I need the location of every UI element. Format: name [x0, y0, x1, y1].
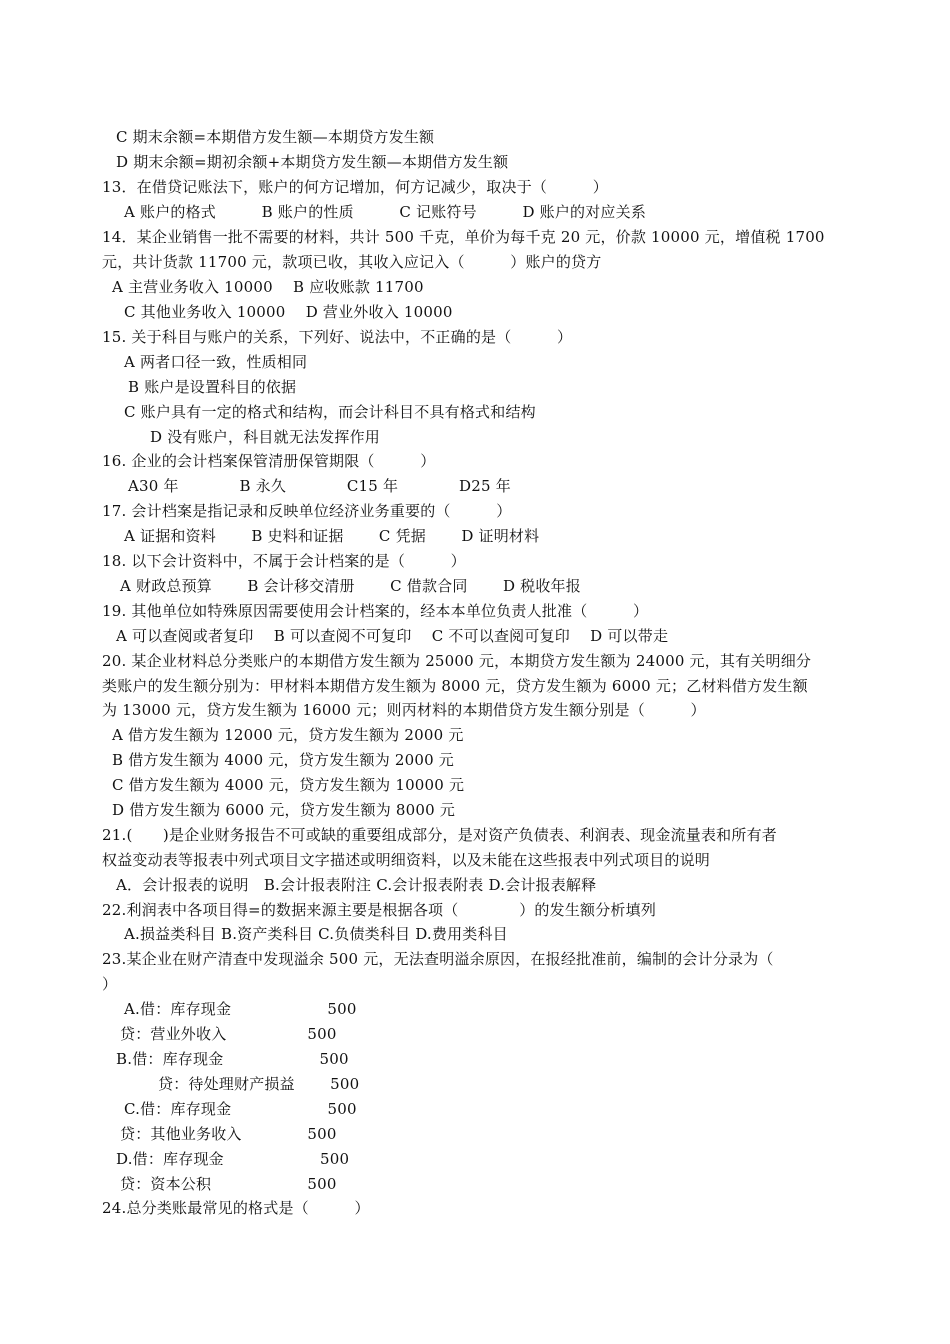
- question-20-line-3: 为 13000 元，贷方发生额为 16000 元；则丙材料的本期借贷方发生额分别是（ ）: [102, 701, 706, 719]
- question-16: 16. 企业的会计档案保管清册保管期限（ ）: [102, 452, 436, 470]
- question-18-options: A 财政总预算 B 会计移交清册 C 借款合同 D 税收年报: [120, 577, 581, 595]
- question-23-option-a-debit: A.借：库存现金 500: [124, 1000, 357, 1018]
- question-23-option-c-debit: C.借：库存现金 500: [124, 1100, 357, 1118]
- question-17: 17. 会计档案是指记录和反映单位经济业务重要的（ ）: [102, 502, 512, 520]
- question-24: 24.总分类账最常见的格式是（ ）: [102, 1199, 370, 1217]
- question-14-line-1: 14．某企业销售一批不需要的材料，共计 500 千克，单价为每千克 20 元，价款 10000 元，增值税 1700: [102, 228, 825, 246]
- question-13-options: A 账户的格式 B 账户的性质 C 记账符号 D 账户的对应关系: [124, 203, 647, 221]
- question-20-option-a: A 借方发生额为 12000 元，贷方发生额为 2000 元: [112, 726, 464, 744]
- question-20-option-d: D 借方发生额为 6000 元，贷方发生额为 8000 元: [112, 801, 456, 819]
- question-14-line-2: 元，共计货款 11700 元，款项已收，其收入应记入（ ）账户的贷方: [102, 253, 602, 271]
- question-21-options: A．会计报表的说明 B.会计报表附注 C.会计报表附表 D.会计报表解释: [116, 876, 597, 894]
- question-20-option-c: C 借方发生额为 4000 元，贷方发生额为 10000 元: [112, 776, 465, 794]
- question-23-line-1: 23.某企业在财产清查中发现溢余 500 元，无法查明溢余原因，在报经批准前，编制的会计分录为（: [102, 950, 774, 968]
- question-17-options: A 证据和资料 B 史料和证据 C 凭据 D 证明材料: [124, 527, 540, 545]
- question-23-line-2: ）: [102, 975, 118, 993]
- question-19-options: A 可以查阅或者复印 B 可以查阅不可复印 C 不可以查阅可复印 D 可以带走: [116, 627, 669, 645]
- question-15-option-d: D 没有账户，科目就无法发挥作用: [150, 428, 380, 446]
- question-21-line-2: 权益变动表等报表中列式项目文字描述或明细资料，以及未能在这些报表中列式项目的说明: [102, 851, 711, 869]
- question-23-option-b-credit: 贷：待处理财产损益 500: [158, 1075, 360, 1093]
- question-14-options-cd: C 其他业务收入 10000 D 营业外收入 10000: [124, 303, 453, 321]
- question-23-option-c-credit: 贷：其他业务收入 500: [120, 1125, 337, 1143]
- question-15-option-b: B 账户是设置科目的依据: [128, 378, 297, 396]
- question-20-line-2: 类账户的发生额分别为：甲材料本期借方发生额为 8000 元，贷方发生额为 6000 元；乙材料借方发生额: [102, 677, 808, 695]
- question-13: 13．在借贷记账法下，账户的何方记增加，何方记减少，取决于（ ）: [102, 178, 608, 196]
- question-15-option-c: C 账户具有一定的格式和结构，而会计科目不具有格式和结构: [124, 403, 536, 421]
- option-d-closing-balance: D 期末余额=期初余额+本期贷方发生额—本期借方发生额: [116, 153, 509, 171]
- option-c-closing-balance: C 期末余额=本期借方发生额—本期贷方发生额: [116, 128, 435, 146]
- question-23-option-b-debit: B.借：库存现金 500: [116, 1050, 349, 1068]
- question-23-option-d-debit: D.借：库存现金 500: [116, 1150, 350, 1168]
- question-18: 18. 以下会计资料中，不属于会计档案的是（ ）: [102, 552, 466, 570]
- question-23-option-a-credit: 贷：营业外收入 500: [120, 1025, 337, 1043]
- question-15: 15. 关于科目与账户的关系，下列好、说法中，不正确的是（ ）: [102, 328, 573, 346]
- question-22: 22.利润表中各项目得=的数据来源主要是根据各项（ ）的发生额分析填列: [102, 901, 657, 919]
- question-14-options-ab: A 主营业务收入 10000 B 应收账款 11700: [112, 278, 424, 296]
- question-20-option-b: B 借方发生额为 4000 元，贷方发生额为 2000 元: [112, 751, 455, 769]
- question-20-line-1: 20. 某企业材料总分类账户的本期借方发生额为 25000 元，本期贷方发生额为 24000 元，其有关明细分: [102, 652, 812, 670]
- question-22-options: A.损益类科目 B.资产类科目 C.负债类科目 D.费用类科目: [124, 925, 508, 943]
- question-16-options: A30 年 B 永久 C15 年 D25 年: [128, 477, 511, 495]
- question-21-line-1: 21.( )是企业财务报告不可或缺的重要组成部分，是对资产负债表、利润表、现金流量表和所有者: [102, 826, 777, 844]
- question-23-option-d-credit: 贷：资本公积 500: [120, 1175, 337, 1193]
- question-15-option-a: A 两者口径一致，性质相同: [124, 353, 308, 371]
- question-19: 19. 其他单位如特殊原因需要使用会计档案的，经本本单位负责人批准（ ）: [102, 602, 649, 620]
